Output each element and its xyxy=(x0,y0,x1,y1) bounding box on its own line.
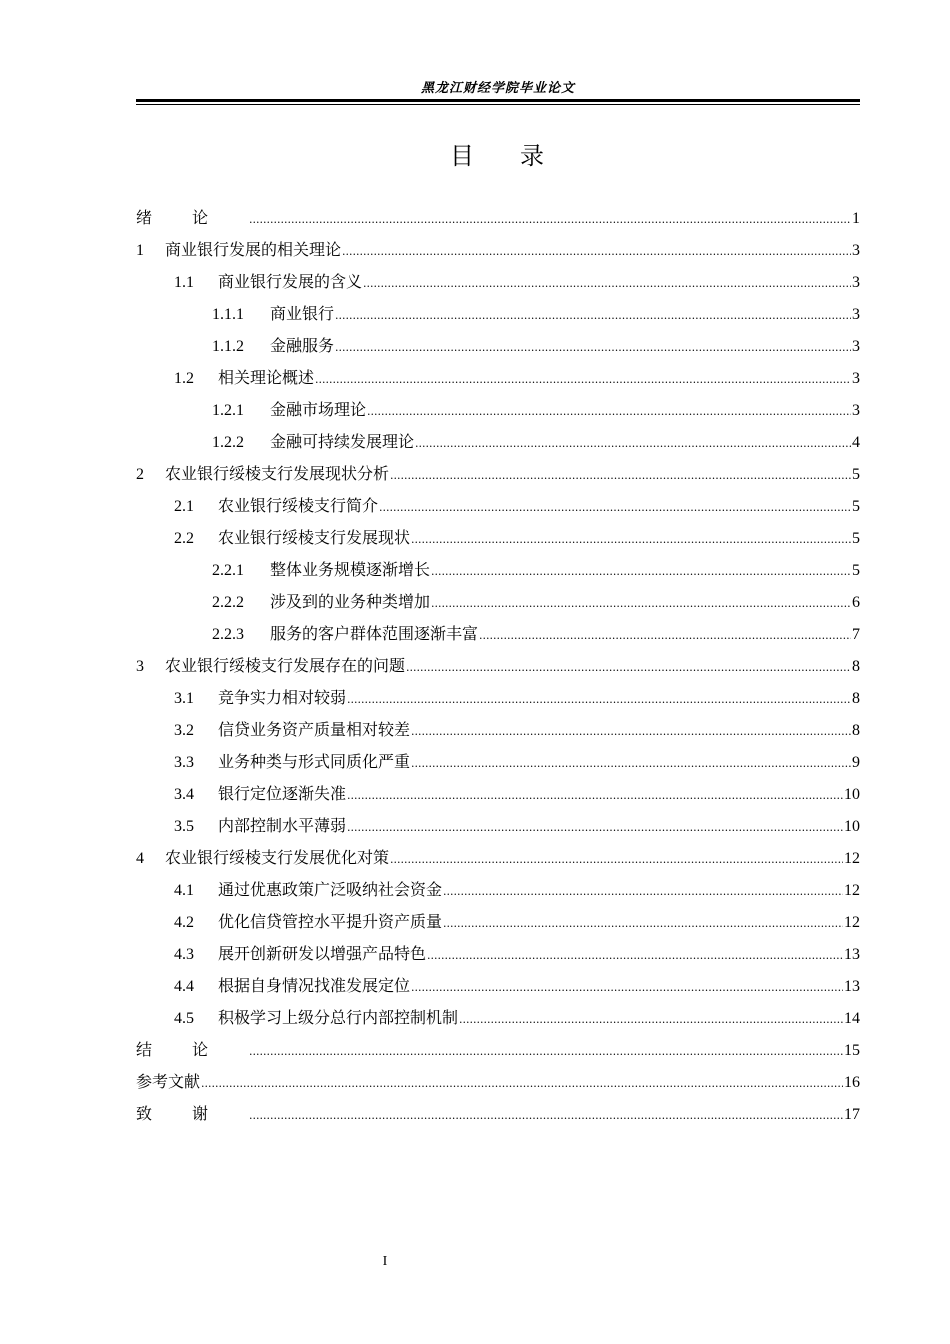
toc-entry-label: 参考文献 xyxy=(136,1072,201,1091)
toc-entry-label: 涉及到的业务种类增加 xyxy=(270,592,431,611)
toc-entry-label: 农业银行绥棱支行发展优化对策 xyxy=(165,848,390,867)
toc-entry-number: 4.2 xyxy=(174,914,194,931)
page-header-title: 黑龙江财经学院毕业论文 xyxy=(420,81,575,96)
toc-leader-dots xyxy=(443,874,843,908)
toc-leader-dots xyxy=(411,714,851,748)
toc-entry[interactable] xyxy=(136,586,860,618)
toc-leader-dots xyxy=(427,938,843,972)
toc-entry[interactable] xyxy=(136,362,860,394)
toc-leader-dots xyxy=(431,586,851,620)
toc-entry-label: 农业银行绥棱支行发展现状分析 xyxy=(165,464,390,483)
toc-entry-label: 积极学习上级分总行内部控制机制 xyxy=(218,1008,459,1027)
toc-heading-left: 目 xyxy=(450,142,476,170)
toc-entry-number: 3.2 xyxy=(174,722,194,739)
toc-entry[interactable] xyxy=(136,906,860,938)
toc-entry-number: 1.1.2 xyxy=(212,338,244,355)
toc-heading-right: 录 xyxy=(520,142,546,170)
toc-entry-label: 通过优惠政策广泛吸纳社会资金 xyxy=(218,880,443,899)
toc-entry-label: 信贷业务资产质量相对较差 xyxy=(218,720,411,739)
toc-entry-number: 3 xyxy=(136,658,144,675)
toc-entry[interactable] xyxy=(136,458,860,490)
toc-entry-page: 10 xyxy=(844,818,860,835)
toc-leader-dots xyxy=(459,1002,843,1036)
toc-entry-page: 5 xyxy=(852,466,860,483)
toc-entry-label: 金融可持续发展理论 xyxy=(270,432,415,451)
toc-leader-dots xyxy=(249,202,851,236)
toc-entry-number: 3.5 xyxy=(174,818,194,835)
toc-entry-page: 12 xyxy=(844,850,860,867)
toc-entry-page: 15 xyxy=(844,1042,860,1059)
toc-entry-page: 5 xyxy=(852,530,860,547)
toc-leader-dots xyxy=(201,1066,843,1100)
toc-entry[interactable] xyxy=(136,682,860,714)
toc-leader-dots xyxy=(390,458,851,492)
toc-entry-label: 商业银行发展的含义 xyxy=(218,272,363,291)
toc-leader-dots xyxy=(406,650,851,684)
toc-entry[interactable] xyxy=(136,778,860,810)
toc-entry[interactable] xyxy=(136,490,860,522)
toc-entry-label: 金融市场理论 xyxy=(270,400,367,419)
toc-entry-label: 农业银行绥棱支行简介 xyxy=(218,496,379,515)
toc-entry-number: 2.2.2 xyxy=(212,594,244,611)
toc-leader-dots xyxy=(415,426,851,460)
toc-entry-label: 商业银行发展的相关理论 xyxy=(165,240,342,259)
toc-entry-number: 4 xyxy=(136,850,144,867)
toc-entry[interactable] xyxy=(136,330,860,362)
toc-entry-page: 4 xyxy=(852,434,860,451)
toc-entry-label: 展开创新研发以增强产品特色 xyxy=(218,944,427,963)
toc-entry-page: 3 xyxy=(852,306,860,323)
toc-entry-number: 1.2 xyxy=(174,370,194,387)
toc-entry-page: 13 xyxy=(844,946,860,963)
table-of-contents xyxy=(136,202,860,1130)
toc-leader-dots xyxy=(431,554,851,588)
toc-leader-dots xyxy=(363,266,851,300)
toc-entry-label: 结论 xyxy=(136,1040,249,1059)
toc-entry[interactable] xyxy=(136,1034,860,1066)
toc-entry-number: 2.1 xyxy=(174,498,194,515)
toc-entry-label: 致谢 xyxy=(136,1104,249,1123)
toc-entry-label: 整体业务规模逐渐增长 xyxy=(270,560,431,579)
toc-leader-dots xyxy=(315,362,851,396)
toc-leader-dots xyxy=(335,330,851,364)
toc-entry-number: 3.4 xyxy=(174,786,194,803)
toc-entry-label: 优化信贷管控水平提升资产质量 xyxy=(218,912,443,931)
toc-entry-label: 根据自身情况找准发展定位 xyxy=(218,976,411,995)
toc-entry-page: 3 xyxy=(852,370,860,387)
toc-entry-page: 10 xyxy=(844,786,860,803)
toc-leader-dots xyxy=(411,970,843,1004)
toc-entry[interactable] xyxy=(136,426,860,458)
toc-entry-page: 14 xyxy=(844,1010,860,1027)
footer-page-number: I xyxy=(382,1254,388,1269)
toc-entry[interactable] xyxy=(136,618,860,650)
toc-entry-number: 3.3 xyxy=(174,754,194,771)
toc-leader-dots xyxy=(347,810,843,844)
toc-entry[interactable] xyxy=(136,714,860,746)
toc-entry-number: 2.2.3 xyxy=(212,626,244,643)
toc-entry-page: 9 xyxy=(852,754,860,771)
toc-entry[interactable] xyxy=(136,266,860,298)
toc-entry-number: 1.2.2 xyxy=(212,434,244,451)
toc-entry-number: 1.1 xyxy=(174,274,194,291)
toc-entry-page: 3 xyxy=(852,274,860,291)
toc-entry-page: 6 xyxy=(852,594,860,611)
toc-entry-page: 8 xyxy=(852,690,860,707)
toc-leader-dots xyxy=(379,490,851,524)
toc-entry-page: 13 xyxy=(844,978,860,995)
toc-entry-page: 5 xyxy=(852,498,860,515)
toc-entry-number: 2.2.1 xyxy=(212,562,244,579)
toc-heading xyxy=(136,140,860,172)
toc-entry-label: 商业银行 xyxy=(270,304,335,323)
toc-leader-dots xyxy=(347,682,851,716)
toc-entry[interactable] xyxy=(136,1098,860,1130)
toc-entry-number: 3.1 xyxy=(174,690,194,707)
toc-entry-page: 8 xyxy=(852,722,860,739)
header-rule-thick xyxy=(136,99,860,102)
toc-entry[interactable] xyxy=(136,1066,860,1098)
toc-leader-dots xyxy=(249,1034,843,1068)
toc-entry-number: 4.4 xyxy=(174,978,194,995)
toc-entry-label: 金融服务 xyxy=(270,336,335,355)
toc-entry-label: 服务的客户群体范围逐渐丰富 xyxy=(270,624,479,643)
toc-entry-page: 16 xyxy=(844,1074,860,1091)
toc-entry-page: 7 xyxy=(852,626,860,643)
toc-leader-dots xyxy=(342,234,851,268)
toc-entry[interactable] xyxy=(136,554,860,586)
toc-leader-dots xyxy=(411,746,851,780)
toc-entry[interactable] xyxy=(136,1002,860,1034)
toc-entry-page: 3 xyxy=(852,402,860,419)
toc-entry-number: 2.2 xyxy=(174,530,194,547)
toc-entry-page: 3 xyxy=(852,338,860,355)
toc-entry-label: 农业银行绥棱支行发展存在的问题 xyxy=(165,656,406,675)
toc-entry-page: 5 xyxy=(852,562,860,579)
toc-entry[interactable] xyxy=(136,298,860,330)
toc-entry[interactable] xyxy=(136,394,860,426)
toc-leader-dots xyxy=(249,1098,843,1132)
toc-leader-dots xyxy=(347,778,843,812)
toc-entry-page: 3 xyxy=(852,242,860,259)
toc-entry[interactable] xyxy=(136,842,860,874)
toc-entry[interactable] xyxy=(136,522,860,554)
toc-entry-label: 绪论 xyxy=(136,208,249,227)
toc-entry-label: 竞争实力相对较弱 xyxy=(218,688,347,707)
toc-entry-number: 1.2.1 xyxy=(212,402,244,419)
toc-entry-number: 4.1 xyxy=(174,882,194,899)
toc-entry-number: 2 xyxy=(136,466,144,483)
toc-leader-dots xyxy=(479,618,851,652)
toc-entry-page: 8 xyxy=(852,658,860,675)
toc-entry-page: 12 xyxy=(844,882,860,899)
toc-leader-dots xyxy=(367,394,851,428)
toc-entry[interactable] xyxy=(136,874,860,906)
toc-entry-number: 4.5 xyxy=(174,1010,194,1027)
toc-entry[interactable] xyxy=(136,234,860,266)
toc-entry-page: 1 xyxy=(852,210,860,227)
toc-entry-label: 农业银行绥棱支行发展现状 xyxy=(218,528,411,547)
toc-leader-dots xyxy=(411,522,851,556)
toc-entry[interactable] xyxy=(136,810,860,842)
toc-entry-label: 银行定位逐渐失准 xyxy=(218,784,347,803)
toc-entry-page: 12 xyxy=(844,914,860,931)
toc-leader-dots xyxy=(335,298,851,332)
toc-entry[interactable] xyxy=(136,650,860,682)
toc-entry-page: 17 xyxy=(844,1106,860,1123)
toc-entry-number: 1.1.1 xyxy=(212,306,244,323)
toc-entry-number: 1 xyxy=(136,242,144,259)
toc-entry[interactable] xyxy=(136,746,860,778)
toc-entry[interactable] xyxy=(136,970,860,1002)
header-rule-thin xyxy=(136,104,860,105)
toc-entry-label: 内部控制水平薄弱 xyxy=(218,816,347,835)
toc-entry-number: 4.3 xyxy=(174,946,194,963)
toc-leader-dots xyxy=(443,906,843,940)
toc-entry-label: 业务种类与形式同质化严重 xyxy=(218,752,411,771)
toc-leader-dots xyxy=(390,842,843,876)
toc-entry[interactable] xyxy=(136,938,860,970)
toc-entry[interactable] xyxy=(136,202,860,234)
toc-entry-label: 相关理论概述 xyxy=(218,368,315,387)
